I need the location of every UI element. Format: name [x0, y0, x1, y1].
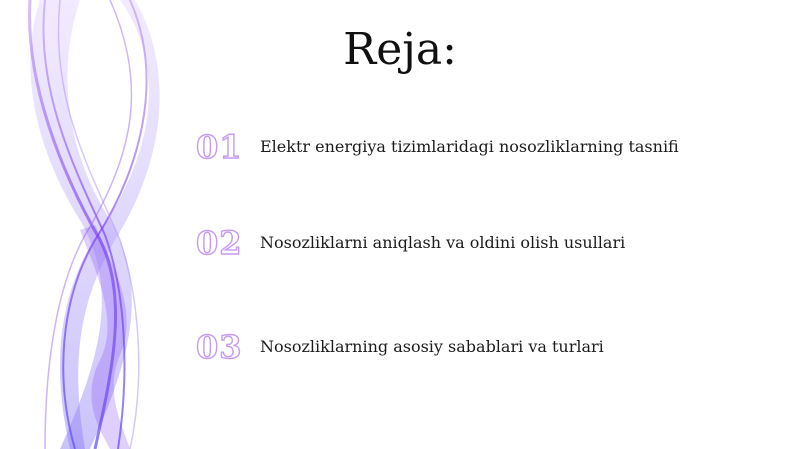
agenda-item — [196, 325, 604, 369]
decorative-wave-ribbon — [0, 0, 200, 449]
agenda-item-text: Nosozliklarni aniqlash va oldini olish usullari — [260, 233, 626, 252]
agenda-item-text: Nosozliklarning asosiy sabablari va turlari — [260, 337, 604, 356]
agenda-item-number: 02 — [196, 224, 243, 262]
agenda-item-number: 01 — [196, 128, 243, 166]
agenda-item — [196, 221, 625, 265]
agenda-item-text: Elektr energiya tizimlaridagi nosozliklarning tasnifi — [260, 137, 679, 156]
agenda-item-number: 03 — [196, 328, 243, 366]
slide-title: Reja: — [343, 24, 457, 75]
agenda-item — [196, 125, 679, 169]
